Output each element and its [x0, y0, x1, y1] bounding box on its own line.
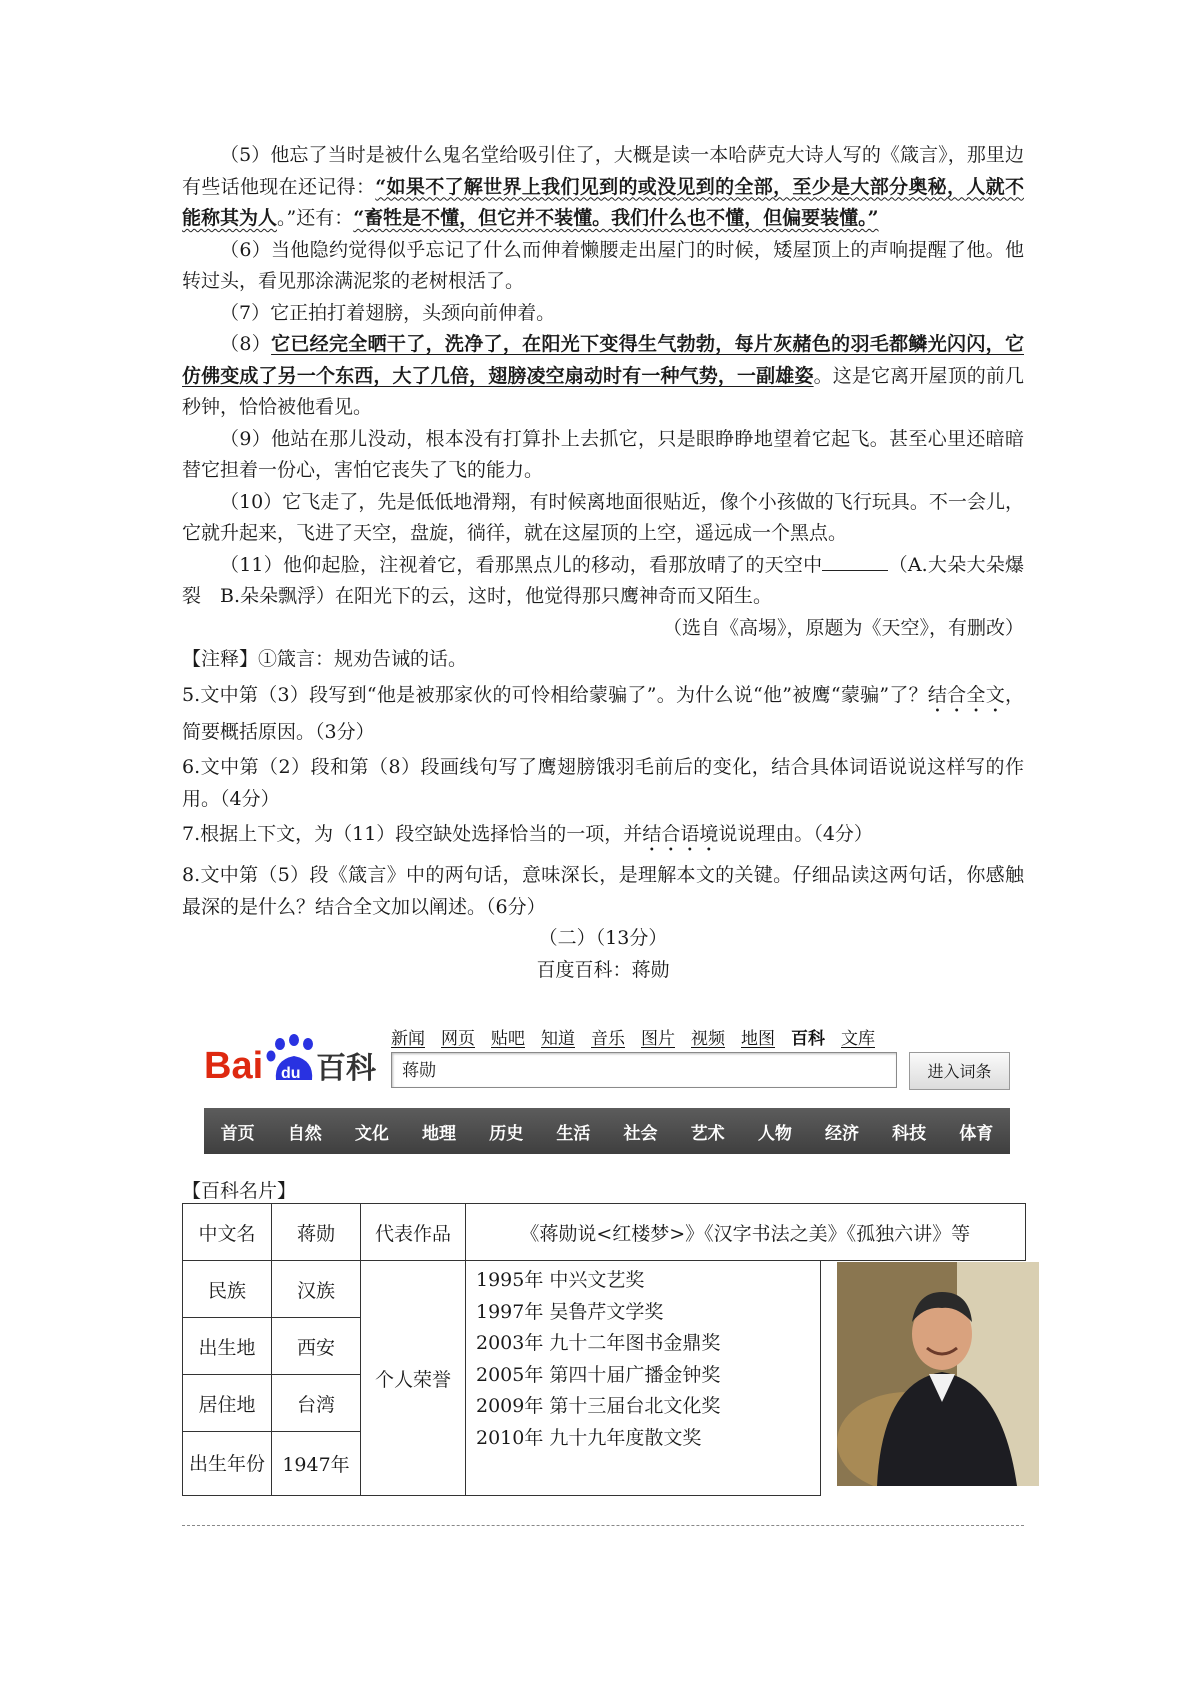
- p5-text-2: 。”还有：: [277, 207, 354, 229]
- p11-text: （11）他仰起脸，注视着它，看那黑点儿的移动，看那放晴了的天空中: [220, 553, 823, 576]
- category-item[interactable]: 经济: [824, 1123, 859, 1144]
- top-nav-item[interactable]: 视频: [691, 1029, 725, 1049]
- question-7: [182, 819, 1024, 856]
- birthyear-label: 出生年份: [183, 1432, 272, 1496]
- category-item[interactable]: 生活: [556, 1123, 591, 1144]
- top-nav: [391, 1024, 875, 1049]
- category-item[interactable]: 体育: [959, 1123, 994, 1144]
- birthplace-label: 出生地: [183, 1318, 272, 1375]
- search-input[interactable]: 蒋勋: [391, 1052, 897, 1088]
- p11-text-2: （A.大朵大朵爆裂 B.朵朵飘浮）在阳光下的云，这时，他觉得那只鹰神奇而又陌生。: [182, 553, 1024, 607]
- p8-number: （8）: [220, 333, 272, 355]
- birthyear-value: 1947年: [272, 1432, 361, 1496]
- residence-label: 居住地: [183, 1375, 272, 1432]
- paragraph-10: （10）它飞走了，先是低低地滑翔，有时候离地面很贴近，像个小孩做的飞行玩具。不一会儿，它就升起来，飞进了天空，盘旋，徜徉，就在这屋顶的上空，遥远成一个黑点。: [182, 490, 1024, 544]
- top-nav-item[interactable]: 文库: [841, 1029, 875, 1049]
- category-item[interactable]: 文化: [354, 1123, 389, 1144]
- honor-item: 2010年 九十九年度散文奖: [476, 1426, 702, 1449]
- honor-item: 1995年 中兴文艺奖: [476, 1269, 645, 1291]
- svg-text:百科: 百科: [316, 1051, 376, 1086]
- baidu-baike-header: [204, 1024, 1010, 1190]
- ethnicity-label: 民族: [183, 1261, 272, 1318]
- category-bar: [204, 1108, 1010, 1154]
- top-nav-item[interactable]: 网页: [441, 1029, 475, 1049]
- fill-blank[interactable]: [822, 552, 888, 571]
- portrait-photo: [837, 1262, 1039, 1486]
- paragraph-9: （9）他站在那儿没动，根本没有打算扑上去抓它，只是眼睁睁地望着它起飞。甚至心里还暗暗替它担着一份心，害怕它丧失了飞的能力。: [182, 427, 1024, 481]
- name-label: 中文名: [183, 1204, 272, 1261]
- q7-text-2: 说说理由。（4分）: [718, 823, 873, 845]
- category-item[interactable]: 人物: [757, 1123, 792, 1144]
- paragraph-5: [182, 140, 1024, 235]
- source-citation: （选自《高埸》，原题为《天空》，有删改）: [662, 616, 1024, 639]
- paragraph-11: [182, 550, 1024, 613]
- top-nav-item[interactable]: 百科: [791, 1029, 825, 1049]
- honor-item: 2009年 第十三届台北文化奖: [476, 1395, 721, 1417]
- category-item[interactable]: 地理: [422, 1123, 457, 1144]
- enter-entry-button[interactable]: 进入词条: [909, 1052, 1010, 1090]
- svg-text:du: du: [281, 1065, 301, 1082]
- honor-item: 1997年 吴鲁芹文学奖: [476, 1300, 664, 1323]
- top-nav-item[interactable]: 知道: [541, 1029, 575, 1049]
- question-6: 6.文中第（2）段和第（8）段画线句写了鹰翅膀饿羽毛前后的变化，结合具体词语说说这样写的作用。（4分）: [182, 756, 1024, 810]
- category-item[interactable]: 科技: [892, 1123, 927, 1144]
- paragraph-6: （6）当他隐约觉得似乎忘记了什么而伸着懒腰走出屋门的时候，矮屋顶上的声响提醒了他。他转过头，看见那涂满泥浆的老树根活了。: [182, 238, 1024, 292]
- section-heading: （二）（13分）: [538, 927, 668, 949]
- question-8: 8.文中第（5）段《箴言》中的两句话，意味深长，是理解本文的关键。仔细品读这两句话，你感触最深的是什么？结合全文加以阐述。（6分）: [182, 864, 1024, 918]
- p5-text: （5）他忘了当时是被什么鬼名堂给吸引住了，大概是读一本哈萨克大诗人写的《箴言》，那里边有些话他现在还记得：: [182, 144, 1024, 198]
- q5-text: 5.文中第（3）段写到“他是被那家伙的可怜相给蒙骗了”。为什么说“他”被鹰“蒙骗”了？: [182, 683, 928, 706]
- name-value: 蒋勋: [272, 1204, 361, 1261]
- honor-item: 2005年 第四十届广播金钟奖: [476, 1363, 721, 1386]
- person-icon: [837, 1262, 1039, 1486]
- p8-underlined-sentence: 它已经完全晒干了，洗净了，在阳光下变得生气勃勃，每片灰赭色的羽毛都鳞光闪闪，它仿佛变成了另一个东西，大了几倍，翅膀凌空扇动时有一种气势，一副雄姿: [182, 333, 1024, 387]
- ethnicity-value: 汉族: [272, 1261, 361, 1318]
- paragraph-8: [182, 329, 1024, 424]
- paragraph-7: （7）它正拍打着翅膀，头颈向前伸着。: [220, 301, 556, 324]
- honor-item: 2003年 九十二年图书金鼎奖: [476, 1332, 721, 1354]
- paw-icon: [204, 1030, 379, 1090]
- section-subheading: 百度百科：蒋勋: [536, 958, 670, 981]
- category-item[interactable]: 历史: [489, 1123, 524, 1144]
- honors-label: 个人荣誉: [361, 1261, 466, 1496]
- works-label: 代表作品: [361, 1204, 466, 1261]
- works-value: 《蒋勋说<红楼梦>》《汉字书法之美》《孤独六讲》等: [466, 1204, 1026, 1261]
- residence-value: 台湾: [272, 1375, 361, 1432]
- article-body: [182, 140, 1024, 986]
- baidu-logo[interactable]: [204, 1030, 379, 1090]
- svg-text:Bai: Bai: [204, 1045, 264, 1087]
- top-nav-item[interactable]: 音乐: [591, 1029, 625, 1049]
- bottom-divider: [182, 1525, 1024, 1526]
- category-item[interactable]: 首页: [220, 1123, 255, 1144]
- honors-list: [466, 1261, 821, 1496]
- card-title: 【百科名片】: [182, 1180, 297, 1202]
- category-item[interactable]: 社会: [623, 1123, 658, 1144]
- q5-emphasis: 结合全文: [927, 683, 1005, 706]
- p5-quote-2: “畜牲是不懂，但它并不装懂。我们什么也不懂，但偏要装懂。”: [353, 207, 879, 229]
- category-item[interactable]: 艺术: [690, 1123, 725, 1144]
- q5-text-2: ，简要概括原因。（3分）: [182, 683, 1024, 743]
- p5-quote-1: “如果不了解世界上我们见到的或没见到的全部，至少是大部分奥秘，人就不能称其为人: [182, 175, 1024, 229]
- p8-text: 。这是它离开屋顶的前几秒钟，恰恰被他看见。: [182, 364, 1024, 418]
- birthplace-value: 西安: [272, 1318, 361, 1375]
- q7-text: 7.根据上下文，为（11）段空缺处选择恰当的一项，并: [182, 823, 643, 845]
- top-nav-item[interactable]: 图片: [641, 1029, 675, 1049]
- annotation-note: 【注释】①箴言：规劝告诫的话。: [182, 648, 468, 670]
- top-nav-item[interactable]: 贴吧: [491, 1029, 525, 1049]
- top-nav-item[interactable]: 新闻: [391, 1029, 425, 1049]
- category-item[interactable]: 自然: [287, 1123, 322, 1144]
- top-nav-item[interactable]: 地图: [741, 1029, 775, 1049]
- question-5: [182, 680, 1024, 749]
- q7-emphasis: 结合语境: [642, 823, 719, 845]
